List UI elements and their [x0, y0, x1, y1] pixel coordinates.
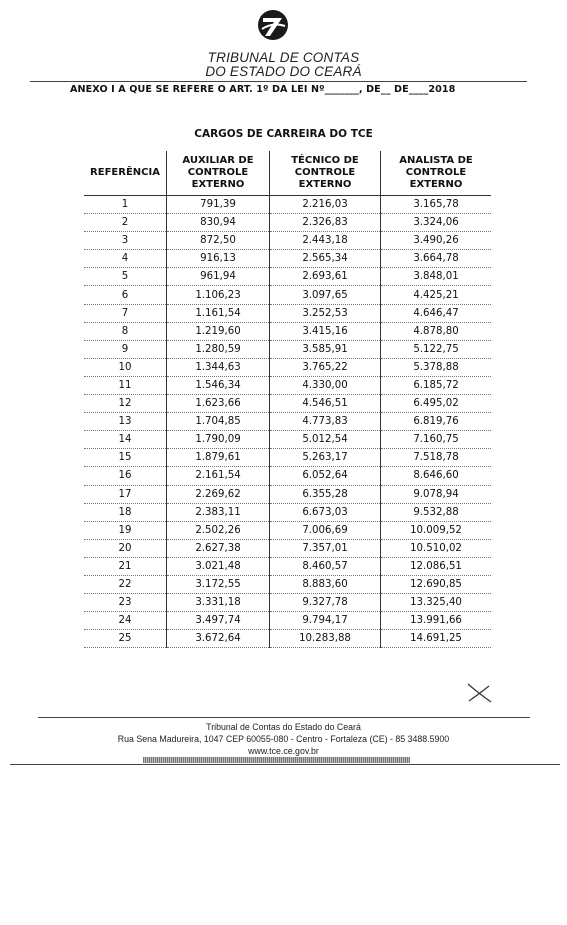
cell-analista: 5.122,75	[381, 340, 492, 358]
cell-referencia: 19	[84, 521, 167, 539]
cell-tecnico: 2.443,18	[270, 232, 381, 250]
table-row	[84, 503, 491, 521]
cell-referencia: 12	[84, 395, 167, 413]
cell-tecnico: 2.326,83	[270, 214, 381, 232]
table-row	[84, 268, 491, 286]
cell-auxiliar: 3.497,74	[167, 612, 270, 630]
cell-analista: 4.425,21	[381, 286, 492, 304]
cell-tecnico: 7.357,01	[270, 539, 381, 557]
cell-analista: 9.078,94	[381, 485, 492, 503]
cell-analista: 3.324,06	[381, 214, 492, 232]
annex-reference: ANEXO I A QUE SE REFERE O ART. 1º DA LEI Nº_______, DE__ DE____2018	[70, 84, 456, 95]
table-row	[84, 467, 491, 485]
cell-referencia: 15	[84, 449, 167, 467]
cell-tecnico: 6.355,28	[270, 485, 381, 503]
cell-referencia: 11	[84, 376, 167, 394]
cell-referencia: 16	[84, 467, 167, 485]
cell-auxiliar: 2.161,54	[167, 467, 270, 485]
cell-referencia: 25	[84, 630, 167, 648]
table-row	[84, 485, 491, 503]
salary-table	[84, 151, 491, 648]
header-divider	[30, 81, 527, 82]
cell-auxiliar: 791,39	[167, 196, 270, 214]
cell-tecnico: 5.263,17	[270, 449, 381, 467]
table-row	[84, 612, 491, 630]
cell-auxiliar: 1.280,59	[167, 340, 270, 358]
table-row	[84, 322, 491, 340]
cell-referencia: 2	[84, 214, 167, 232]
cell-analista: 12.086,51	[381, 557, 492, 575]
table-row	[84, 449, 491, 467]
cell-referencia: 1	[84, 196, 167, 214]
table-row	[84, 340, 491, 358]
table-row	[84, 196, 491, 214]
table-row	[84, 376, 491, 394]
cell-auxiliar: 916,13	[167, 250, 270, 268]
cell-analista: 10.510,02	[381, 539, 492, 557]
cell-analista: 7.518,78	[381, 449, 492, 467]
footer-divider-top	[38, 717, 530, 718]
cell-tecnico: 3.252,53	[270, 304, 381, 322]
table-row	[84, 395, 491, 413]
table-header-row	[84, 151, 491, 196]
cell-tecnico: 9.794,17	[270, 612, 381, 630]
table-row	[84, 214, 491, 232]
cell-referencia: 3	[84, 232, 167, 250]
footer-institution: Tribunal de Contas do Estado do Ceará	[206, 722, 361, 732]
cell-tecnico: 3.765,22	[270, 358, 381, 376]
table-row	[84, 286, 491, 304]
cell-referencia: 17	[84, 485, 167, 503]
cell-auxiliar: 3.672,64	[167, 630, 270, 648]
cell-analista: 5.378,88	[381, 358, 492, 376]
table-row	[84, 304, 491, 322]
cell-analista: 4.878,80	[381, 322, 492, 340]
cell-auxiliar: 1.106,23	[167, 286, 270, 304]
cell-analista: 12.690,85	[381, 575, 492, 593]
table-row	[84, 539, 491, 557]
cell-auxiliar: 1.704,85	[167, 413, 270, 431]
cell-tecnico: 2.216,03	[270, 196, 381, 214]
cell-auxiliar: 3.172,55	[167, 575, 270, 593]
cell-tecnico: 4.773,83	[270, 413, 381, 431]
table-row	[84, 431, 491, 449]
cell-tecnico: 2.693,61	[270, 268, 381, 286]
table-row	[84, 358, 491, 376]
cell-referencia: 5	[84, 268, 167, 286]
cell-auxiliar: 872,50	[167, 232, 270, 250]
footer-decorative-bar	[143, 757, 410, 763]
table-row	[84, 594, 491, 612]
cell-analista: 3.848,01	[381, 268, 492, 286]
cell-analista: 7.160,75	[381, 431, 492, 449]
cell-referencia: 14	[84, 431, 167, 449]
table-row	[84, 250, 491, 268]
cell-auxiliar: 2.383,11	[167, 503, 270, 521]
cell-tecnico: 3.097,65	[270, 286, 381, 304]
cell-auxiliar: 1.344,63	[167, 358, 270, 376]
cell-auxiliar: 3.331,18	[167, 594, 270, 612]
table-row	[84, 521, 491, 539]
tce-logo-icon	[257, 9, 289, 41]
cell-analista: 13.991,66	[381, 612, 492, 630]
table-title: CARGOS DE CARREIRA DO TCE	[194, 128, 373, 140]
cell-referencia: 6	[84, 286, 167, 304]
cell-referencia: 4	[84, 250, 167, 268]
cell-auxiliar: 1.879,61	[167, 449, 270, 467]
cell-analista: 8.646,60	[381, 467, 492, 485]
footer-website: www.tce.ce.gov.br	[248, 746, 319, 756]
cell-auxiliar: 961,94	[167, 268, 270, 286]
cell-analista: 10.009,52	[381, 521, 492, 539]
cell-auxiliar: 1.546,34	[167, 376, 270, 394]
table-row	[84, 413, 491, 431]
signature-mark	[465, 680, 493, 704]
table-row	[84, 630, 491, 648]
cell-referencia: 13	[84, 413, 167, 431]
column-header-tecnico: TÉCNICO DE CONTROLE EXTERNO	[270, 151, 381, 196]
cell-auxiliar: 1.623,66	[167, 395, 270, 413]
cell-analista: 3.664,78	[381, 250, 492, 268]
cell-referencia: 9	[84, 340, 167, 358]
cell-tecnico: 2.565,34	[270, 250, 381, 268]
cell-analista: 3.490,26	[381, 232, 492, 250]
column-header-analista: ANALISTA DE CONTROLE EXTERNO	[381, 151, 492, 196]
cell-referencia: 7	[84, 304, 167, 322]
cell-tecnico: 3.415,16	[270, 322, 381, 340]
cell-tecnico: 10.283,88	[270, 630, 381, 648]
cell-analista: 6.185,72	[381, 376, 492, 394]
cell-referencia: 10	[84, 358, 167, 376]
cell-analista: 14.691,25	[381, 630, 492, 648]
cell-auxiliar: 1.219,60	[167, 322, 270, 340]
cell-referencia: 22	[84, 575, 167, 593]
cell-auxiliar: 2.627,38	[167, 539, 270, 557]
cell-tecnico: 8.883,60	[270, 575, 381, 593]
cell-auxiliar: 2.269,62	[167, 485, 270, 503]
cell-auxiliar: 830,94	[167, 214, 270, 232]
cell-analista: 3.165,78	[381, 196, 492, 214]
cell-analista: 13.325,40	[381, 594, 492, 612]
cell-tecnico: 8.460,57	[270, 557, 381, 575]
cell-tecnico: 4.546,51	[270, 395, 381, 413]
institution-name-line2: DO ESTADO DO CEARÁ	[205, 64, 362, 79]
cell-analista: 6.495,02	[381, 395, 492, 413]
cell-analista: 6.819,76	[381, 413, 492, 431]
table-body	[84, 196, 491, 648]
table-row	[84, 232, 491, 250]
column-header-referencia: REFERÊNCIA	[84, 151, 167, 196]
cell-auxiliar: 1.790,09	[167, 431, 270, 449]
cell-referencia: 21	[84, 557, 167, 575]
cell-referencia: 24	[84, 612, 167, 630]
cell-tecnico: 9.327,78	[270, 594, 381, 612]
cell-analista: 4.646,47	[381, 304, 492, 322]
cell-referencia: 18	[84, 503, 167, 521]
footer-address: Rua Sena Madureira, 1047 CEP 60055-080 - Centro - Fortaleza (CE) - 85 3488.5900	[117, 734, 450, 744]
cell-tecnico: 3.585,91	[270, 340, 381, 358]
footer-divider-bottom	[10, 764, 560, 765]
column-header-auxiliar: AUXILIAR DE CONTROLE EXTERNO	[167, 151, 270, 196]
cell-analista: 9.532,88	[381, 503, 492, 521]
cell-auxiliar: 2.502,26	[167, 521, 270, 539]
cell-referencia: 23	[84, 594, 167, 612]
cell-tecnico: 6.673,03	[270, 503, 381, 521]
cell-auxiliar: 1.161,54	[167, 304, 270, 322]
cell-referencia: 20	[84, 539, 167, 557]
cell-tecnico: 7.006,69	[270, 521, 381, 539]
cell-referencia: 8	[84, 322, 167, 340]
cell-tecnico: 4.330,00	[270, 376, 381, 394]
cell-tecnico: 6.052,64	[270, 467, 381, 485]
institution-name-line1: TRIBUNAL DE CONTAS	[207, 50, 360, 65]
table-row	[84, 557, 491, 575]
cell-tecnico: 5.012,54	[270, 431, 381, 449]
table-row	[84, 575, 491, 593]
cell-auxiliar: 3.021,48	[167, 557, 270, 575]
